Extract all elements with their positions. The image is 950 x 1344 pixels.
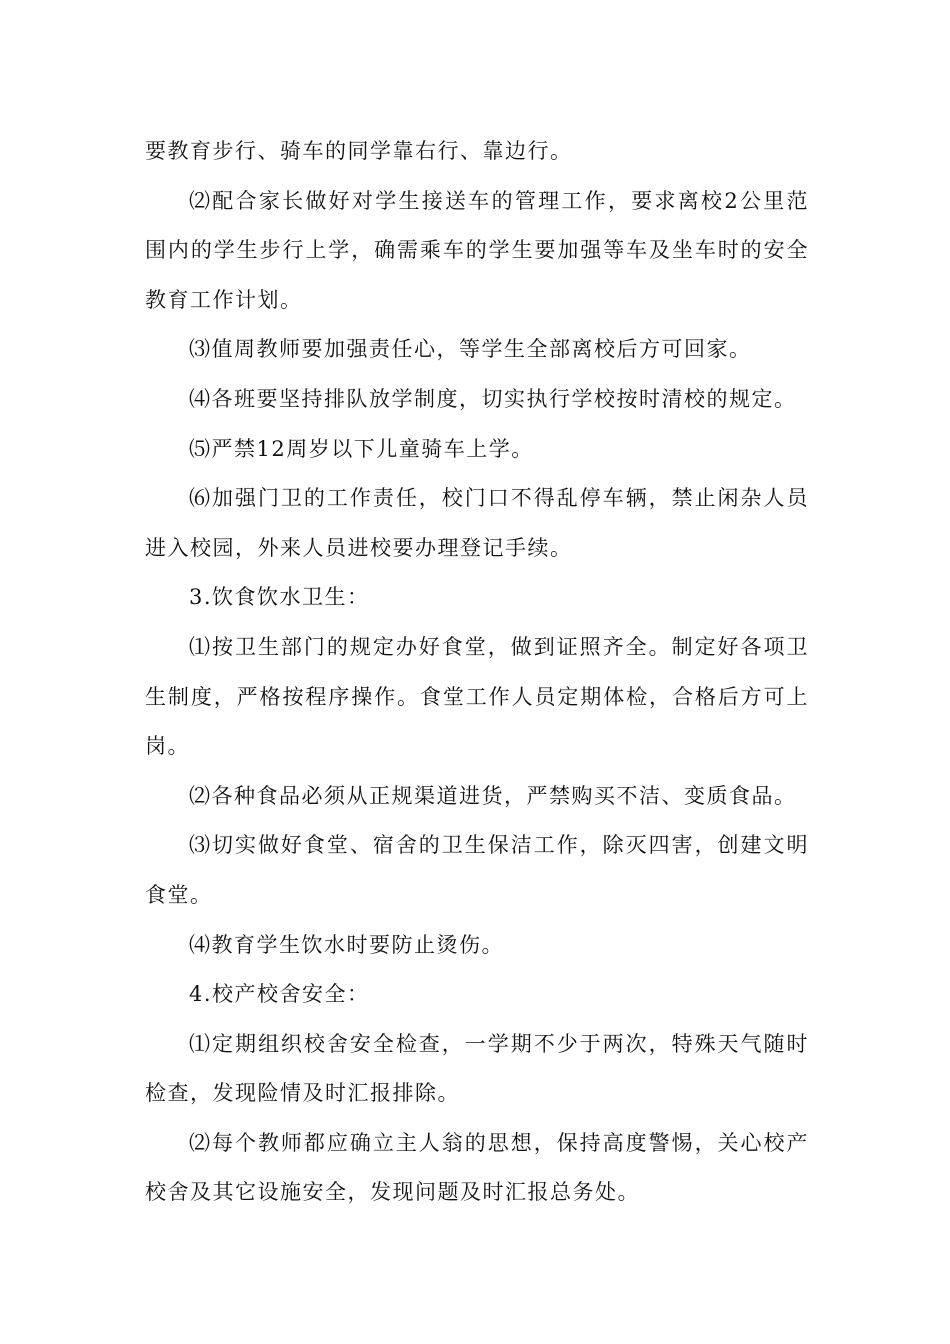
paragraph-11: ⑷教育学生饮水时要防止烫伤。 — [189, 932, 504, 957]
section-heading-3: 3.饮食饮水卫生： — [189, 585, 370, 610]
paragraph-1: 要教育步行、骑车的同学靠右行、靠边行。 — [145, 139, 573, 163]
paragraph-10: ⑶切实做好食堂、宿舍的卫生保洁工作，除灭四害，创建文明食堂。 — [145, 833, 809, 907]
paragraph-9: ⑵各种食品必须从正规渠道进货，严禁购买不洁、变质食品。 — [189, 783, 797, 808]
paragraph-6: ⑹加强门卫的工作责任，校门口不得乱停车辆，禁止闲杂人员进入校园，外来人员进校要办理登记手续。 — [145, 486, 809, 560]
paragraph-2: ⑵配合家长做好对学生接送车的管理工作，要求离校2公里范围内的学生步行上学，确需乘车的学生要加强等车及坐车时的安全教育工作计划。 — [145, 188, 809, 312]
paragraph-8: ⑴按卫生部门的规定办好食堂，做到证照齐全。制定好各项卫生制度，严格按程序操作。食堂工作人员定期体检，合格后方可上岗。 — [145, 634, 809, 759]
paragraph-14: ⑵每个教师都应确立主人翁的思想，保持高度警惕，关心校产校舍及其它设施安全，发现问题及时汇报总务处。 — [145, 1130, 809, 1205]
section-heading-4: 4.校产校舍安全： — [189, 982, 370, 1007]
paragraph-4: ⑷各班要坚持排队放学制度，切实执行学校按时清校的规定。 — [189, 386, 797, 411]
paragraph-13: ⑴定期组织校舍安全检查，一学期不少于两次，特殊天气随时检查，发现险情及时汇报排除。 — [145, 1031, 809, 1106]
document-body — [145, 127, 809, 1218]
paragraph-3: ⑶值周教师要加强责任心，等学生全部离校后方可回家。 — [189, 337, 752, 362]
paragraph-5: ⑸严禁12周岁以下儿童骑车上学。 — [189, 436, 534, 461]
